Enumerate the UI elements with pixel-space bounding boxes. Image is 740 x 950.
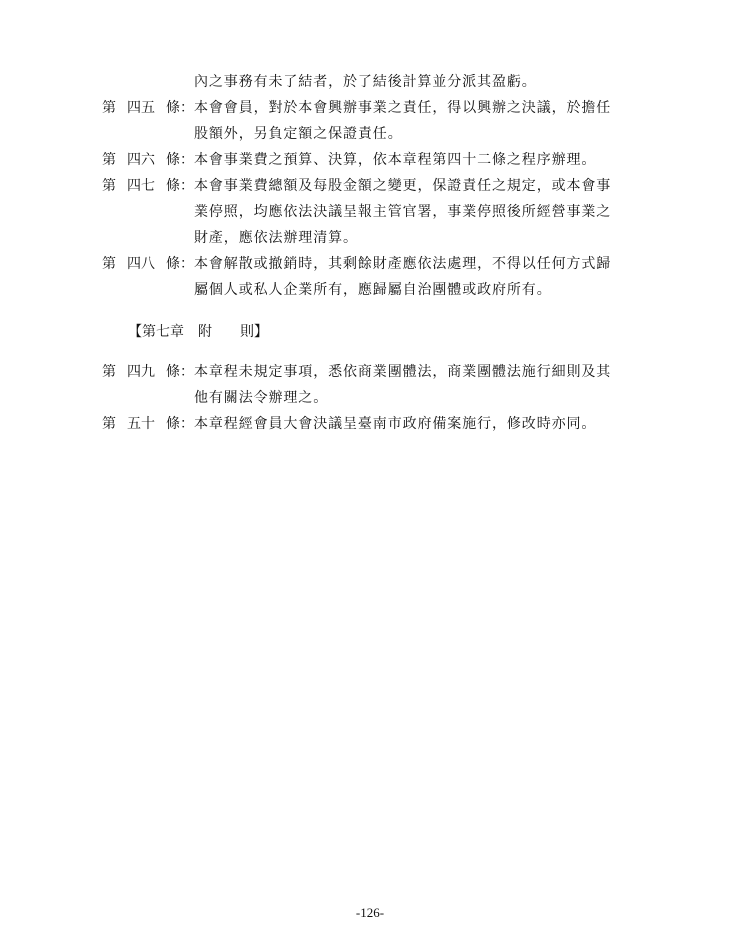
article-prefix: 第 <box>102 100 116 116</box>
article-48-line-2: 屬個人或私人企業所有，應歸屬自治團體或政府所有。 <box>194 282 552 298</box>
article-47-line-2: 業停照，均應依法決議呈報主管官署，事業停照後所經營事業之 <box>194 204 612 220</box>
article-number: 五十 <box>127 416 155 432</box>
article-prefix: 第 <box>102 416 116 432</box>
article-49-label <box>102 362 194 382</box>
article-47-line-3: 財產，應依法辦理清算。 <box>194 230 358 246</box>
page-number: -126- <box>355 905 385 920</box>
article-45-line-2: 股額外，另負定額之保證責任。 <box>194 126 403 142</box>
article-47-line-1: 本會事業費總額及每股金額之變更，保證責任之規定，或本會事 <box>194 178 612 194</box>
article-suffix: 條： <box>166 152 194 168</box>
continuation-line: 內之事務有未了結者，於了結後計算並分派其盈虧。 <box>194 74 537 90</box>
article-46-label <box>102 150 194 170</box>
article-prefix: 第 <box>102 178 116 194</box>
article-50-label <box>102 414 194 434</box>
article-number: 四五 <box>127 100 155 116</box>
article-suffix: 條： <box>166 256 194 272</box>
article-prefix: 第 <box>102 256 116 272</box>
article-46-line-1: 本會事業費之預算、決算，依本章程第四十二條之程序辦理。 <box>194 152 597 168</box>
article-45-label <box>102 98 194 118</box>
article-49-line-2: 他有關法令辦理之。 <box>194 390 329 406</box>
article-48-line-1: 本會解散或撤銷時，其剩餘財產應依法處理，不得以任何方式歸 <box>194 256 612 272</box>
article-48-label <box>102 254 194 274</box>
article-suffix: 條： <box>166 364 194 380</box>
article-49-line-1: 本章程未規定事項，悉依商業團體法，商業團體法施行細則及其 <box>194 364 612 380</box>
article-number: 四六 <box>127 152 155 168</box>
article-prefix: 第 <box>102 364 116 380</box>
article-45-line-1: 本會會員，對於本會興辦事業之責任，得以興辦之決議，於擔任 <box>194 100 612 116</box>
article-number: 四八 <box>127 256 155 272</box>
article-prefix: 第 <box>102 152 116 168</box>
article-47-label <box>102 176 194 196</box>
article-number: 四九 <box>127 364 155 380</box>
article-suffix: 條： <box>166 416 194 432</box>
article-suffix: 條： <box>166 178 194 194</box>
article-number: 四七 <box>127 178 155 194</box>
chapter-heading: 【第七章 附 則】 <box>128 324 268 340</box>
article-50-line-1: 本章程經會員大會決議呈臺南市政府備案施行，修改時亦同。 <box>194 416 597 432</box>
article-suffix: 條： <box>166 100 194 116</box>
